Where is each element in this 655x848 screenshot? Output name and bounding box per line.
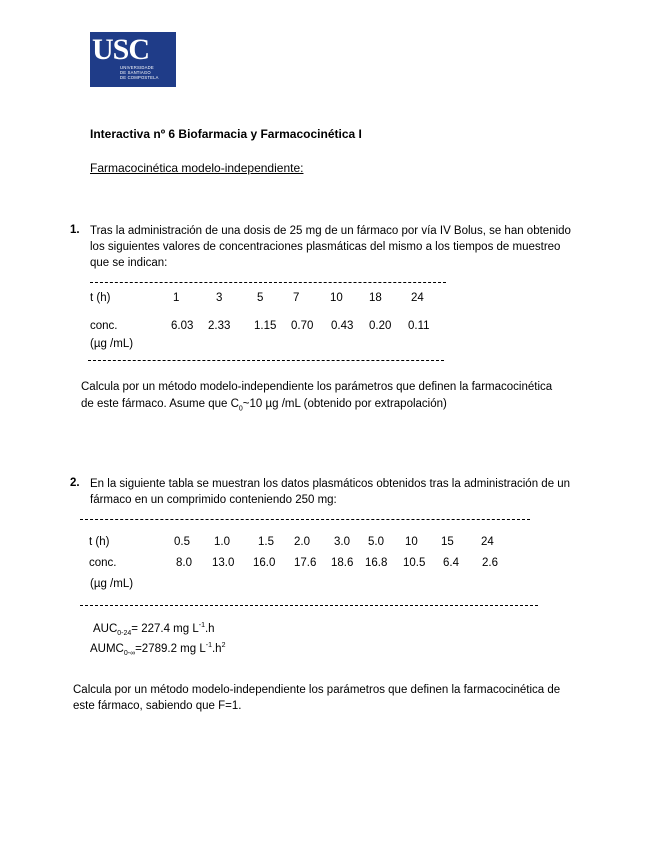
aumc-subscript: 0-∞ (123, 650, 136, 658)
q2-conc-cell: 6.4 (443, 557, 459, 569)
q1-calc-line: Calcula por un método modelo-independiente los parámetros que definen la farmacocinética (81, 381, 553, 393)
q2-table-bottom-rule (80, 605, 538, 606)
q1-calc-line (81, 398, 447, 412)
q2-time-label: t (h) (89, 536, 110, 548)
q2-conc-cell: 17.6 (294, 557, 317, 569)
q2-conc-cell: 16.8 (365, 557, 388, 569)
q1-line: Tras la administración de una dosis de 25 mg de un fármaco por vía IV Bolus, se han obtenido (90, 225, 571, 237)
q2-auc (93, 622, 215, 637)
q2-table-top-rule (80, 519, 530, 520)
q2-aumc (90, 642, 225, 657)
section-subtitle: Farmacocinética modelo-independiente: (90, 161, 304, 175)
q1-time-cell: 7 (293, 292, 300, 304)
q2-time-cell: 24 (481, 536, 494, 548)
q2-time-cell: 1.5 (258, 536, 274, 548)
q2-time-cell: 3.0 (334, 536, 350, 548)
logo-subtitle (120, 65, 159, 80)
q1-line: que se indican: (90, 257, 168, 269)
auc-subscript: 0-24 (117, 630, 132, 638)
q1-conc-cell: 0.43 (331, 320, 354, 332)
q2-line: En la siguiente tabla se muestran los datos plasmáticos obtenidos tras la administración de un (90, 478, 571, 490)
q2-time-cell: 0.5 (174, 536, 190, 548)
auc-text: .h (204, 622, 215, 635)
q2-conc-unit: (µg /mL) (90, 578, 134, 590)
logo-subtitle-line: DE COMPOSTELA (120, 75, 159, 80)
q2-text (90, 476, 590, 508)
q1-conc-cell: 0.20 (369, 320, 392, 332)
q2-calc-line: este fármaco, sabiendo que F=1. (73, 700, 242, 712)
q2-conc-cell: 2.6 (482, 557, 498, 569)
q1-line: los siguientes valores de concentraciones plasmáticas del mismo a los tiempos de muestreo (90, 241, 561, 253)
aumc-superscript: -1 (205, 642, 212, 649)
q2-conc-cell: 16.0 (253, 557, 276, 569)
q1-calc-subscript: 0 (238, 405, 243, 413)
q1-time-cell: 24 (411, 292, 424, 304)
auc-text: AUC (93, 622, 118, 635)
aumc-text: AUMC (90, 642, 124, 655)
q1-time-cell: 3 (216, 292, 223, 304)
q1-time-cell: 5 (257, 292, 264, 304)
q1-time-cell: 10 (330, 292, 343, 304)
page-title: Interactiva nº 6 Biofarmacia y Farmacocinética I (90, 127, 362, 141)
auc-superscript: -1 (198, 622, 205, 629)
aumc-text: .h (211, 642, 222, 655)
q1-time-label: t (h) (90, 292, 111, 304)
q2-time-cell: 2.0 (294, 536, 310, 548)
q1-time-cell: 1 (173, 292, 180, 304)
q2-conc-cell: 8.0 (176, 557, 192, 569)
logo-subtitle-line: UNIVERSIDADE (120, 65, 154, 70)
q2-conc-cell: 18.6 (331, 557, 354, 569)
q2-line: fármaco en un comprimido conteniendo 250 mg: (90, 494, 337, 506)
q1-conc-label: conc. (90, 320, 118, 332)
aumc-text: =2789.2 mg L (135, 642, 206, 655)
q1-conc-cell: 0.11 (408, 320, 430, 332)
auc-text: = 227.4 mg L (131, 622, 199, 635)
q1-calc-text: de este fármaco. Asume que C (81, 398, 239, 410)
q1-text (90, 223, 590, 271)
q1-table-top-rule (90, 282, 446, 283)
q1-conc-cell: 1.15 (254, 320, 277, 332)
q1-conc-cell: 0.70 (291, 320, 314, 332)
q1-calc-text: ~10 µg /mL (obtenido por extrapolación) (242, 398, 447, 410)
q1-conc-unit: (µg /mL) (90, 338, 134, 350)
q2-time-cell: 10 (405, 536, 418, 548)
q2-conc-label: conc. (89, 557, 117, 569)
q2-number: 2. (70, 477, 80, 489)
logo-text: USC (92, 33, 150, 66)
usc-logo (90, 32, 176, 87)
q1-number: 1. (70, 224, 80, 236)
q2-conc-cell: 10.5 (403, 557, 426, 569)
aumc-superscript: 2 (221, 642, 226, 649)
q2-calc-line: Calcula por un método modelo-independiente los parámetros que definen la farmacocinética de (73, 684, 561, 696)
logo-subtitle-line: DE SANTIAGO (120, 70, 151, 75)
q2-time-cell: 5.0 (368, 536, 384, 548)
q1-conc-cell: 6.03 (171, 320, 194, 332)
q2-time-cell: 15 (441, 536, 454, 548)
q2-conc-cell: 13.0 (212, 557, 235, 569)
q2-time-cell: 1.0 (214, 536, 230, 548)
q1-time-cell: 18 (369, 292, 382, 304)
q1-conc-cell: 2.33 (208, 320, 231, 332)
q1-table-bottom-rule (88, 360, 444, 361)
